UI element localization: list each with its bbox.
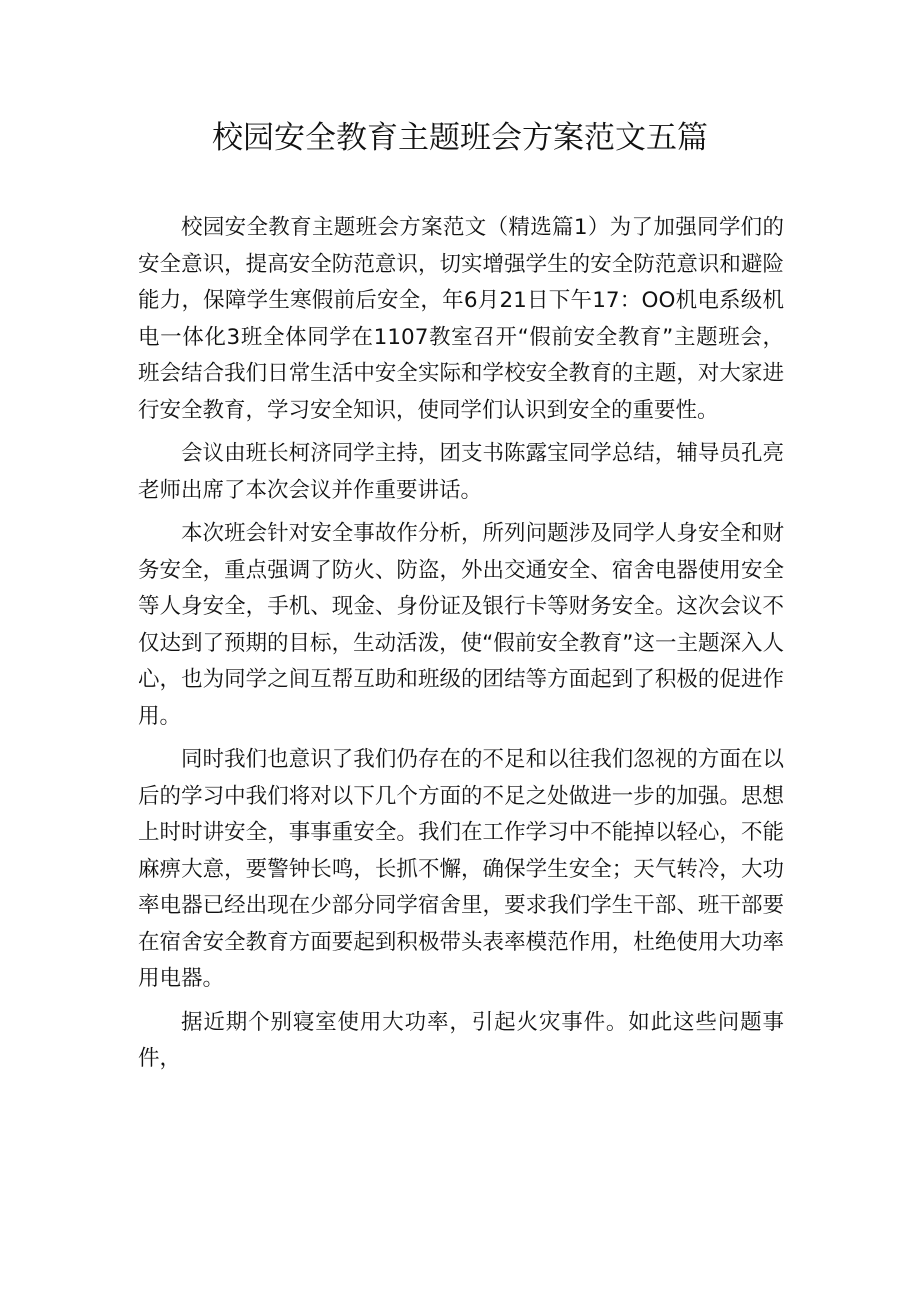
paragraph-3: 本次班会针对安全事故作分析，所列问题涉及同学人身安全和财务安全，重点强调了防火、防盗，外出交通安全、宿舍电器使用安全等人身安全，手机、现金、身份证及银行卡等财务安全。这次会议不仅达到了预期的目标，生动活泼，使“假前安全教育”这一主题深入人心，也为同学之间互帮互助和班级的团结等方面起到了积极的促进作用。	[138, 521, 784, 729]
document-body	[138, 210, 784, 1085]
paragraph-1: 校园安全教育主题班会方案范文（精选篇1）为了加强同学们的安全意识，提高安全防范意识，切实增强学生的安全防范意识和避险能力，保障学生寒假前后安全，年6月21日下午17：OO机电系级机电一体化3班全体同学在1107教室召开“假前安全教育”主题班会，班会结合我们日常生活中安全实际和学校安全教育的主题，对大家进行安全教育，学习安全知识，使同学们认识到安全的重要性。	[138, 215, 784, 423]
paragraph-2: 会议由班长柯济同学主持，团支书陈露宝同学总结，辅导员孔亮老师出席了本次会议并作重要讲话。	[138, 441, 784, 503]
document-title: 校园安全教育主题班会方案范文五篇	[212, 120, 708, 156]
paragraph-4: 同时我们也意识了我们仍存在的不足和以往我们忽视的方面在以后的学习中我们将对以下几个方面的不足之处做进一步的加强。思想上时时讲安全，事事重安全。我们在工作学习中不能掉以轻心，不能麻痹大意，要警钟长鸣，长抓不懈，确保学生安全；天气转冷，大功率电器已经出现在少部分同学宿舍里，要求我们学生干部、班干部要在宿舍安全教育方面要起到积极带头表率模范作用，杜绝使用大功率用电器。	[138, 747, 784, 991]
paragraph-5: 据近期个别寝室使用大功率，引起火灾事件。如此这些问题事件，	[138, 1009, 784, 1071]
